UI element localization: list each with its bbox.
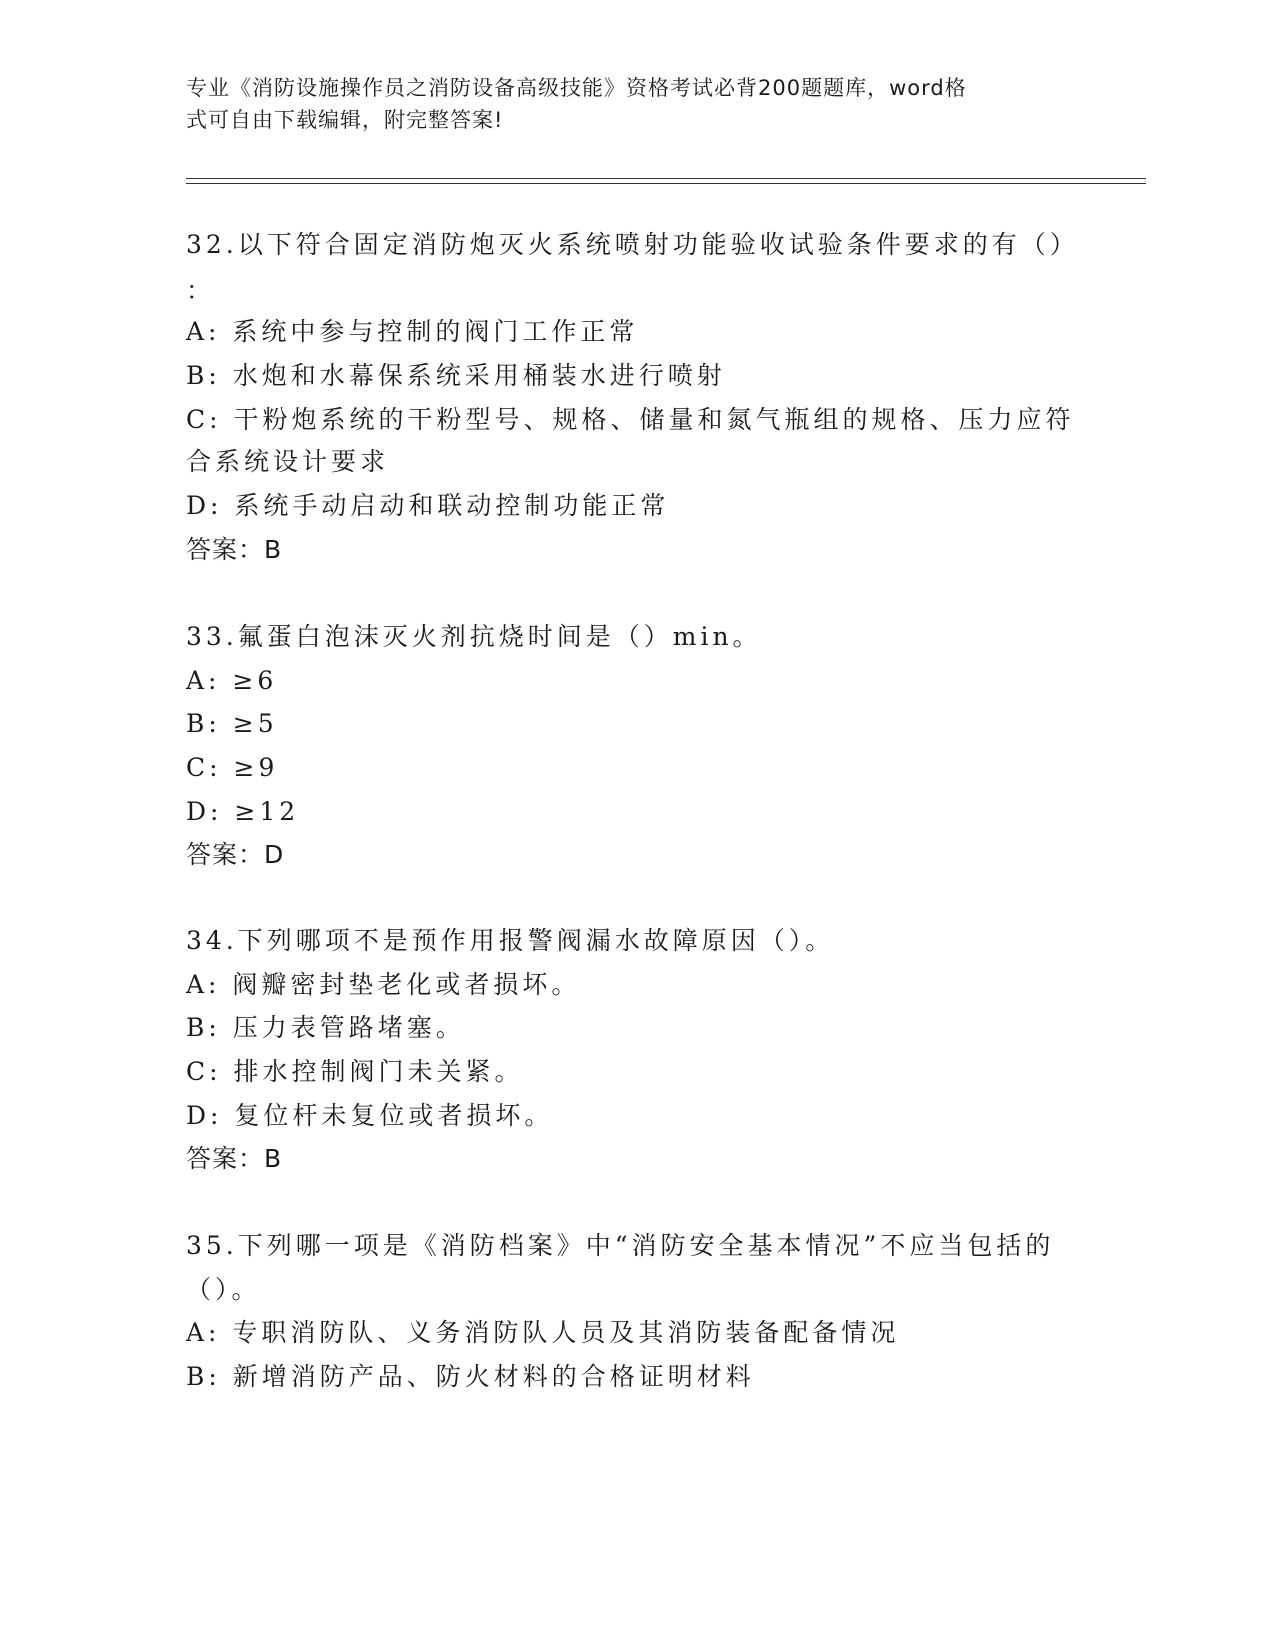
question-stem: 34.下列哪项不是预作用报警阀漏水故障原因（）。: [186, 926, 835, 955]
header-line-2: 式可自由下载编辑，附完整答案!: [186, 108, 504, 132]
option-b: B: 水炮和水幕保系统采用桶装水进行喷射: [186, 361, 726, 390]
option-a: A: 专职消防队、义务消防队人员及其消防装备配备情况: [186, 1318, 900, 1347]
option-d: D: ≥12: [186, 797, 300, 826]
option-d: D: 系统手动启动和联动控制功能正常: [186, 491, 670, 520]
option-b: B: 压力表管路堵塞。: [186, 1013, 465, 1042]
question-stem: 33.氟蛋白泡沫灭火剂抗烧时间是（）min。: [186, 622, 762, 651]
header-divider-top: [186, 178, 1146, 179]
option-c: C: 干粉炮系统的干粉型号、规格、储量和氮气瓶组的规格、压力应符: [186, 405, 1075, 434]
option-a: A: 阀瓣密封垫老化或者损坏。: [186, 970, 581, 999]
answer: 答案：B: [186, 1144, 283, 1173]
header-line-1: 专业《消防设施操作员之消防设备高级技能》资格考试必背200题题库，word格: [186, 76, 967, 100]
header-divider-bottom: [186, 183, 1146, 184]
option-b: B: 新增消防产品、防火材料的合格证明材料: [186, 1362, 755, 1391]
question-stem: 35.下列哪一项是《消防档案》中“消防安全基本情况”不应当包括的: [186, 1231, 1055, 1260]
option-a: A: ≥6: [186, 666, 278, 695]
question-stem-continued: （）。: [186, 1275, 261, 1304]
option-c-continued: 合系统设计要求: [186, 447, 390, 476]
option-b: B: ≥5: [186, 709, 278, 738]
question-stem-continued: ：: [186, 276, 216, 305]
option-d: D: 复位杆未复位或者损坏。: [186, 1101, 554, 1130]
option-c: C: ≥9: [186, 753, 279, 782]
question-stem: 32.以下符合固定消防炮灭火系统喷射功能验收试验条件要求的有（）: [186, 230, 1079, 259]
document-header: [186, 72, 1086, 136]
answer: 答案：D: [186, 840, 285, 869]
option-a: A: 系统中参与控制的阀门工作正常: [186, 317, 639, 346]
answer: 答案：B: [186, 535, 283, 564]
option-c: C: 排水控制阀门未关紧。: [186, 1057, 524, 1086]
